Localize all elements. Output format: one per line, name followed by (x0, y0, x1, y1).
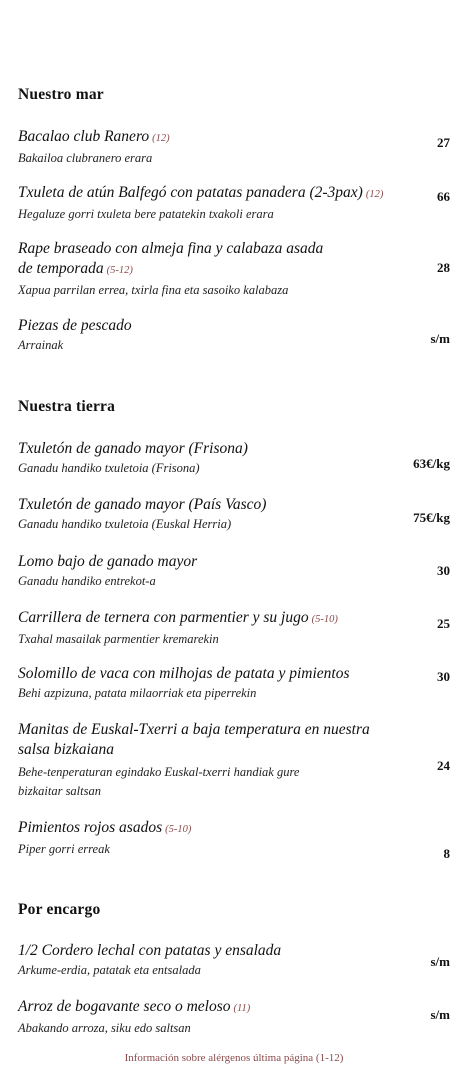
menu-item-bacalao (18, 127, 418, 168)
allergen-info-footer: Información sobre alérgenos última página (1-12) (124, 1052, 344, 1064)
allergen-codes: (5-10) (311, 614, 338, 625)
item-price: 63€/kg (413, 456, 450, 471)
menu-item-carrillera (18, 608, 438, 649)
menu-item-txuleta-atun (18, 183, 438, 224)
menu-item-solomillo (18, 664, 423, 703)
item-price: 75€/kg (413, 510, 450, 525)
allergen-codes: (12) (152, 133, 170, 144)
menu-item-cordero (18, 941, 418, 980)
menu-item-rape (18, 239, 418, 300)
menu-item-lomo-bajo (18, 552, 418, 591)
item-price: 66 (437, 189, 450, 204)
item-name: Arroz de bogavante seco o meloso (11) (18, 998, 251, 1015)
item-description: Arrainak (18, 338, 64, 352)
item-name-line-2: salsa bizkaiana (18, 741, 115, 758)
item-description: Arkume-erdia, patatak eta entsalada (18, 963, 201, 977)
item-name-line-2: de temporada (5-12) (18, 260, 133, 277)
section-title-nuestro-mar: Nuestro mar (18, 86, 104, 103)
section-title-por-encargo: Por encargo (18, 901, 101, 918)
item-price: 8 (443, 846, 450, 861)
item-description: Ganadu handiko entrekot-a (18, 574, 156, 588)
item-price: 30 (437, 669, 450, 684)
section-title-nuestra-tierra: Nuestra tierra (18, 398, 116, 415)
menu-item-txuleton-pais-vasco (18, 495, 418, 534)
item-name: 1/2 Cordero lechal con patatas y ensalada (18, 942, 282, 959)
item-description: Ganadu handiko txuletoia (Frisona) (18, 461, 200, 475)
item-name: Txuletón de ganado mayor (Frisona) (18, 440, 248, 457)
item-name-line-1: Manitas de Euskal-Txerri a baja temperatura en nuestra (18, 721, 370, 738)
item-price: s/m (430, 954, 450, 969)
menu-item-pimientos (18, 818, 418, 859)
item-price: 30 (437, 563, 450, 578)
item-name-line-1: Rape braseado con almeja fina y calabaza asada (18, 240, 324, 257)
item-name: Lomo bajo de ganado mayor (18, 553, 198, 570)
menu-item-arroz-bogavante (18, 997, 418, 1038)
item-description: Ganadu handiko txuletoia (Euskal Herria) (18, 517, 232, 531)
item-description: Abakando arroza, siku edo saltsan (18, 1021, 191, 1035)
item-price: 24 (437, 758, 450, 773)
item-name: Txuletón de ganado mayor (País Vasco) (18, 496, 267, 513)
item-description: Bakailoa clubranero erara (18, 151, 153, 165)
item-description: Xapua parrilan errea, txirla fina eta sasoiko kalabaza (18, 283, 289, 297)
menu-item-txuleton-frisona (18, 439, 418, 478)
allergen-codes: (5-12) (106, 265, 133, 276)
item-price: 25 (437, 616, 450, 631)
item-description: Piper gorri erreak (18, 842, 110, 856)
item-name: Bacalao club Ranero (12) (18, 128, 170, 145)
item-price: 28 (437, 260, 450, 275)
item-name: Carrillera de ternera con parmentier y su jugo (5-10) (18, 609, 338, 626)
item-description: Hegaluze gorri txuleta bere patatekin txakoli erara (18, 207, 274, 221)
allergen-codes: (12) (365, 189, 384, 200)
item-description-line-2: bizkaitar saltsan (18, 784, 101, 798)
menu-item-manitas (18, 720, 423, 801)
menu-item-piezas-pescado (18, 316, 418, 355)
item-name: Solomillo de vaca con milhojas de patata y pimientos (18, 665, 350, 682)
item-name: Piezas de pescado (18, 317, 132, 334)
item-price: s/m (430, 331, 450, 346)
allergen-codes: (11) (233, 1003, 251, 1014)
item-description: Txahal masailak parmentier kremarekin (18, 632, 219, 646)
item-description-line-1: Behe-tenperaturan egindako Euskal-txerri handiak gure (18, 765, 300, 779)
item-name: Txuleta de atún Balfegó con patatas panadera (2-3pax) (12) (18, 184, 384, 201)
item-description: Behi azpizuna, patata milaorriak eta piperrekin (18, 686, 257, 700)
item-price: s/m (430, 1007, 450, 1022)
item-name: Pimientos rojos asados (5-10) (18, 819, 192, 836)
item-price: 27 (437, 135, 450, 150)
allergen-codes: (5-10) (165, 824, 192, 835)
